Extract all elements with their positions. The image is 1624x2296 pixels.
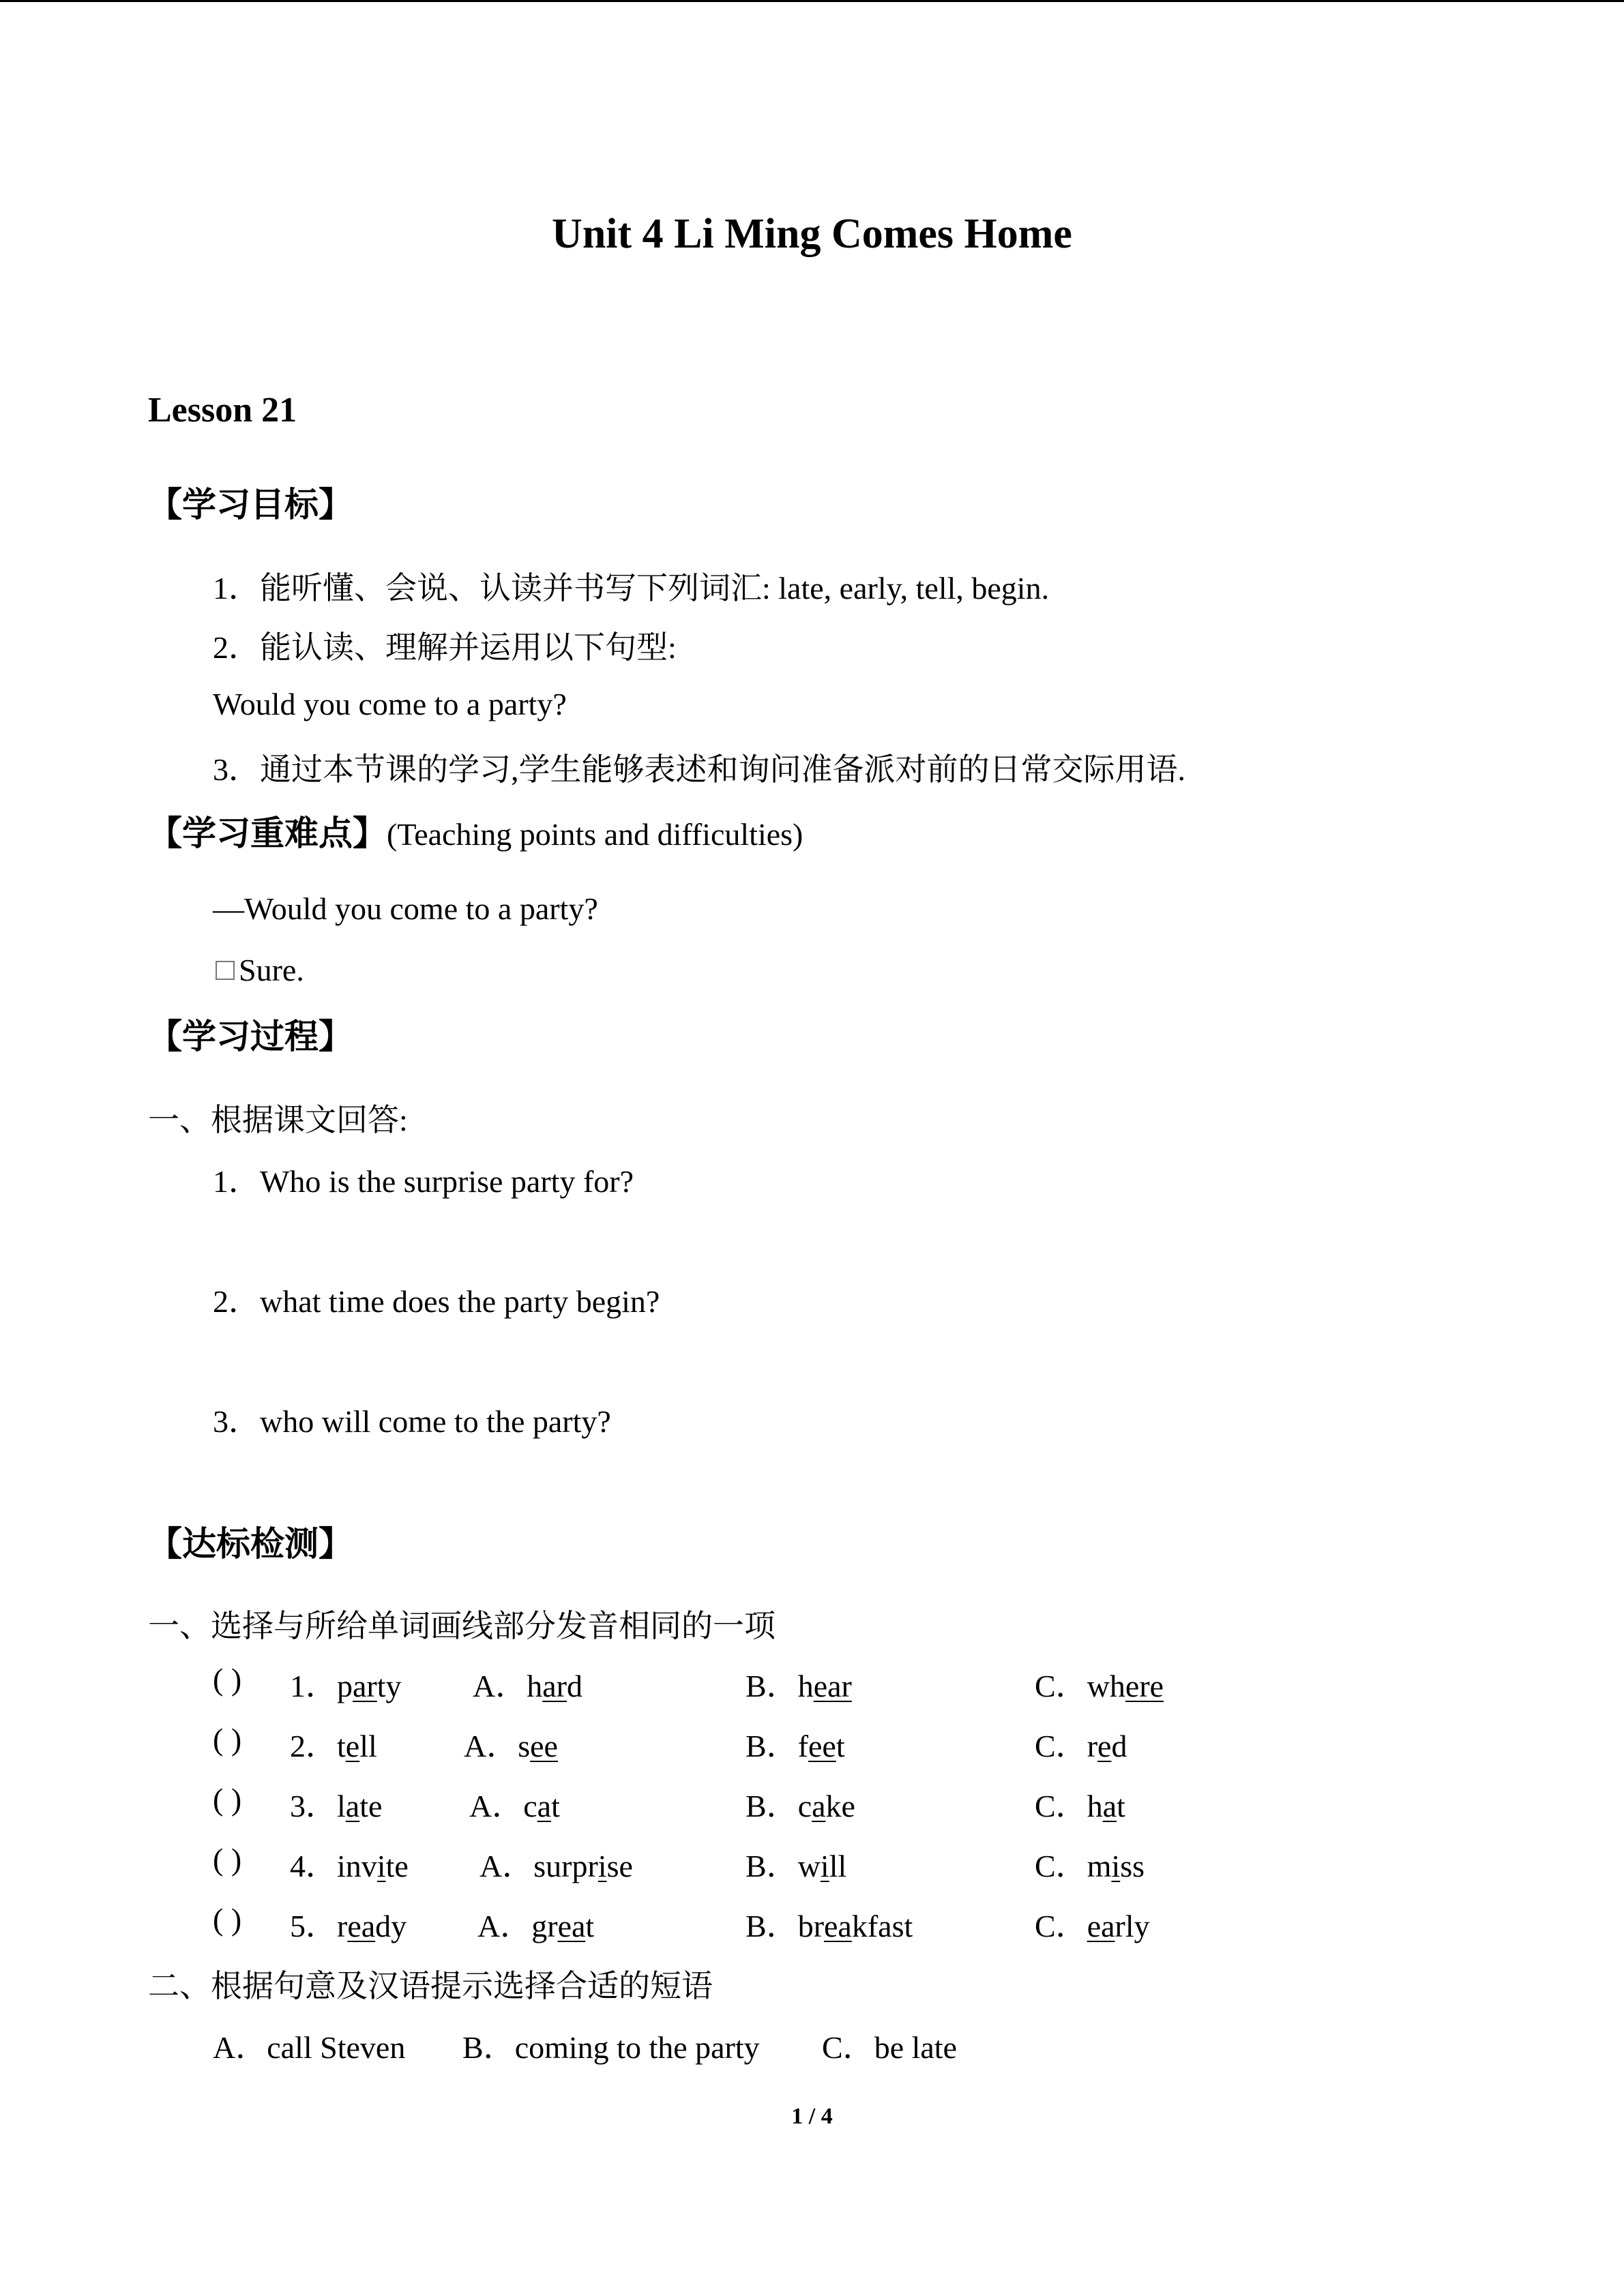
word-part: ke [825,1789,855,1823]
underlined-part: i [377,1849,386,1883]
question-number: 2． [290,1729,337,1763]
choice-word [1087,1849,1145,1883]
objective-item-2: 2．能认读、理解并运用以下句型: [213,630,677,665]
choice-a [473,1661,582,1706]
objective-sentence: Would you come to a party? [213,687,567,721]
answer-blank: ( ) [213,1722,242,1757]
question-word [290,1841,409,1886]
choice-b [745,1901,913,1946]
page-number: 1 / 4 [791,2104,833,2129]
choice-c [1035,1661,1164,1706]
key-point-line-1: —Would you come to a party? [213,891,598,926]
choice-label: A． [477,1909,532,1943]
target-word [337,1669,402,1703]
word-part: m [1087,1849,1112,1883]
question-word [290,1721,377,1766]
word-part: d [1111,1729,1127,1763]
choice-word [1087,1729,1127,1763]
underlined-part: ea [824,1909,852,1943]
choice-label: A． [473,1669,527,1703]
underlined-part: i [1111,1849,1121,1883]
choice-c [1035,1901,1150,1946]
choice-a [479,1841,633,1886]
choice-label: B． [745,1789,798,1823]
process-heading: 【学习过程】 [148,1017,353,1056]
underlined-part: e [345,1729,360,1763]
choice-word [798,1789,855,1823]
choice-word [798,1729,845,1763]
choice-word [1087,1909,1150,1943]
choice-word [798,1909,913,1943]
word-part: br [797,1909,825,1943]
target-word [337,1729,377,1763]
choice-c [1035,1781,1125,1826]
underlined-part: ar [542,1669,567,1703]
word-part: t [585,1909,595,1943]
choice-label: C． [1035,1849,1087,1883]
choice-label: A． [464,1729,518,1763]
target-word [337,1849,409,1883]
answer-blank: ( ) [213,1902,242,1937]
choice-a [469,1781,560,1826]
target-word [337,1789,382,1823]
choice-word [798,1669,852,1703]
word-part: ll [359,1729,377,1763]
phrase-option-c: C．be late [822,2030,957,2065]
word-part: h [1087,1789,1103,1823]
word-part: l [337,1789,346,1823]
key-points-heading: 【学习重难点】(Teaching points and difficulties) [148,814,803,853]
test-section-2-title: 二、根据句意及汉语提示选择合适的短语 [148,1969,713,2003]
process-section-1-title: 一、根据课文回答: [148,1103,408,1137]
word-part: te [385,1849,409,1883]
choice-word [518,1729,558,1763]
answer-blank: ( ) [213,1782,242,1817]
choice-b [745,1841,846,1886]
choice-label: B． [745,1909,798,1943]
word-part: ss [1120,1849,1145,1883]
word-part: h [797,1669,814,1703]
answer-blank: ( ) [213,1662,242,1697]
top-border [0,0,1624,2]
question-number: 1． [290,1669,337,1703]
question-number: 3． [290,1789,337,1823]
question-1: 1．Who is the surprise party for? [213,1164,634,1199]
word-part: t [836,1729,845,1763]
word-part: t [551,1789,560,1823]
word-part: surpr [533,1849,598,1883]
underlined-part: ee [808,1729,836,1763]
phrase-option-a: A．call Steven [213,2030,406,2065]
underlined-part: e [1097,1729,1112,1763]
choice-label: C． [1035,1909,1087,1943]
choice-b [745,1661,852,1706]
question-2: 2．what time does the party begin? [213,1284,660,1319]
word-part: ty [377,1669,402,1703]
question-word [290,1781,382,1826]
word-part: dy [375,1909,407,1943]
test-heading: 【达标检测】 [148,1524,353,1564]
word-part: c [523,1789,537,1823]
word-part: te [359,1789,383,1823]
key-point-line-2: Sure. [216,952,304,988]
page-title: Unit 4 Li Ming Comes Home [552,211,1072,257]
test-section-1-title: 一、选择与所给单词画线部分发音相同的一项 [148,1609,776,1643]
choice-label: C． [1035,1729,1087,1763]
choice-word [1087,1789,1125,1823]
choice-label: B． [745,1669,798,1703]
underlined-part: a [537,1789,552,1823]
answer-blank: ( ) [213,1842,242,1877]
underlined-part: a [1102,1789,1117,1823]
choice-label: B． [745,1849,798,1883]
choice-a [477,1901,594,1946]
choice-label: A． [469,1789,524,1823]
key-points-subheading: (Teaching points and difficulties) [387,817,803,852]
word-part: h [527,1669,543,1703]
choice-c [1035,1721,1127,1766]
checkbox-icon [216,961,235,980]
choice-word [798,1849,847,1883]
word-part: d [566,1669,582,1703]
objective-item-1: 1．能听懂、会说、认读并书写下列词汇: late, early, tell, begin. [213,571,1050,606]
word-part: s [518,1729,531,1763]
word-part: ll [829,1849,847,1883]
question-number: 5． [290,1909,337,1943]
word-part: gr [531,1909,558,1943]
word-part: f [797,1729,809,1763]
choice-a [464,1721,558,1766]
lesson-heading: Lesson 21 [148,391,297,430]
word-part: w [797,1849,821,1883]
word-part: kfast [851,1909,913,1943]
choice-label: B． [745,1729,798,1763]
choice-b [745,1781,855,1826]
choice-label: C． [1035,1669,1087,1703]
word-part: t [1117,1789,1125,1823]
underlined-part: ea [347,1909,376,1943]
choice-label: A． [479,1849,534,1883]
underlined-part: i [597,1849,607,1883]
word-part: r [337,1909,348,1943]
choice-word [533,1849,633,1883]
choice-word [523,1789,560,1823]
question-word [290,1901,407,1946]
underlined-part: ee [530,1729,558,1763]
underlined-part: ear [813,1669,852,1703]
word-part: se [606,1849,633,1883]
choice-word [1087,1669,1164,1703]
objective-item-3: 3．通过本节课的学习,学生能够表述和询问准备派对前的日常交际用语. [213,752,1185,787]
question-word [290,1661,402,1706]
underlined-part: a [812,1789,826,1823]
underlined-part: ea [1087,1909,1115,1943]
choice-word [527,1669,582,1703]
choice-c [1035,1841,1145,1886]
choice-word [531,1909,594,1943]
word-part: wh [1087,1669,1125,1703]
word-part: r [1087,1729,1098,1763]
target-word [337,1909,407,1943]
underlined-part: ar [353,1669,377,1703]
underlined-part: ere [1125,1669,1164,1703]
word-part: c [797,1789,812,1823]
choice-b [745,1721,845,1766]
phrase-option-b: B．coming to the party [462,2030,760,2065]
objectives-heading: 【学习目标】 [148,485,353,524]
word-part: p [337,1669,353,1703]
word-part: inv [337,1849,377,1883]
word-part: rly [1114,1909,1150,1943]
underlined-part: ea [557,1909,586,1943]
question-3: 3．who will come to the party? [213,1404,611,1439]
choice-label: C． [1035,1789,1087,1823]
question-number: 4． [290,1849,337,1883]
underlined-part: a [345,1789,360,1823]
underlined-part: i [820,1849,829,1883]
word-part: t [337,1729,346,1763]
